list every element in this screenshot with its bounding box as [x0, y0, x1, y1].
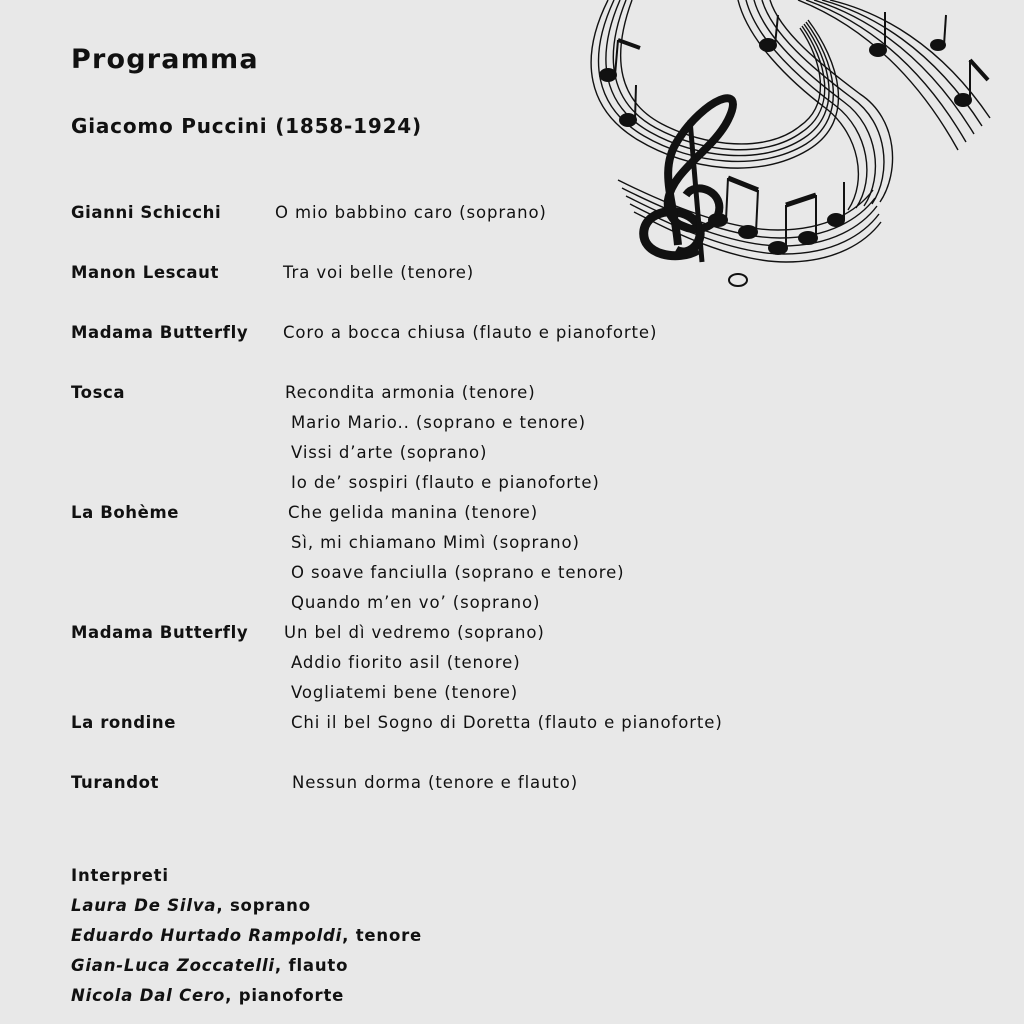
performer-line [71, 896, 311, 915]
piece-title: Mario Mario.. (soprano e tenore) [291, 413, 586, 432]
program-row [0, 443, 1024, 473]
performers-heading: Interpreti [71, 866, 169, 885]
piece-title: O soave fanciulla (soprano e tenore) [291, 563, 625, 582]
piece-title: O mio babbino caro (soprano) [275, 203, 547, 222]
piece-title: Sì, mi chiamano Mimì (soprano) [291, 533, 580, 552]
opera-title: La Bohème [71, 503, 180, 522]
performer-line [71, 956, 348, 975]
performer-name: Eduardo Hurtado Rampoldi [71, 926, 343, 945]
program-row [0, 683, 1024, 713]
composer-heading: Giacomo Puccini (1858-1924) [71, 114, 422, 138]
piece-title: Un bel dì vedremo (soprano) [284, 623, 545, 642]
piece-title: Io de’ sospiri (flauto e pianoforte) [291, 473, 600, 492]
opera-title: Gianni Schicchi [71, 203, 222, 222]
opera-title: La rondine [71, 713, 177, 732]
music-staff-decoration-icon [578, 0, 998, 300]
piece-title: Addio fiorito asil (tenore) [291, 653, 521, 672]
piece-title: Nessun dorma (tenore e flauto) [292, 773, 579, 792]
piece-title: Vogliatemi bene (tenore) [291, 683, 519, 702]
performer-role: , flauto [274, 956, 349, 975]
performer-role: , soprano [216, 896, 311, 915]
program-row [0, 623, 1024, 653]
opera-title: Turandot [71, 773, 160, 792]
opera-title: Manon Lescaut [71, 263, 220, 282]
performer-line [71, 986, 344, 1005]
program-row [0, 533, 1024, 563]
program-row [0, 713, 1024, 743]
performer-role: , pianoforte [225, 986, 345, 1005]
program-row [0, 413, 1024, 443]
opera-title: Madama Butterfly [71, 323, 249, 342]
program-row [0, 593, 1024, 623]
piece-title: Che gelida manina (tenore) [288, 503, 539, 522]
performer-line [71, 926, 422, 945]
piece-title: Chi il bel Sogno di Doretta (flauto e pianoforte) [291, 713, 723, 732]
program-row [0, 203, 1024, 233]
program-row [0, 773, 1024, 803]
performer-name: Gian-Luca Zoccatelli [71, 956, 275, 975]
performer-name: Nicola Dal Cero [71, 986, 226, 1005]
page-title: Programma [71, 44, 259, 75]
piece-title: Tra voi belle (tenore) [283, 263, 475, 282]
piece-title: Coro a bocca chiusa (flauto e pianoforte) [283, 323, 658, 342]
performer-name: Laura De Silva [71, 896, 217, 915]
program-row [0, 563, 1024, 593]
program-row [0, 323, 1024, 353]
performer-role: , tenore [342, 926, 423, 945]
piece-title: Quando m’en vo’ (soprano) [291, 593, 541, 612]
program-row [0, 383, 1024, 413]
piece-title: Recondita armonia (tenore) [285, 383, 536, 402]
program-row [0, 473, 1024, 503]
program-row [0, 503, 1024, 533]
opera-title: Madama Butterfly [71, 623, 249, 642]
piece-title: Vissi d’arte (soprano) [291, 443, 488, 462]
program-row [0, 653, 1024, 683]
program-row [0, 263, 1024, 293]
opera-title: Tosca [71, 383, 126, 402]
